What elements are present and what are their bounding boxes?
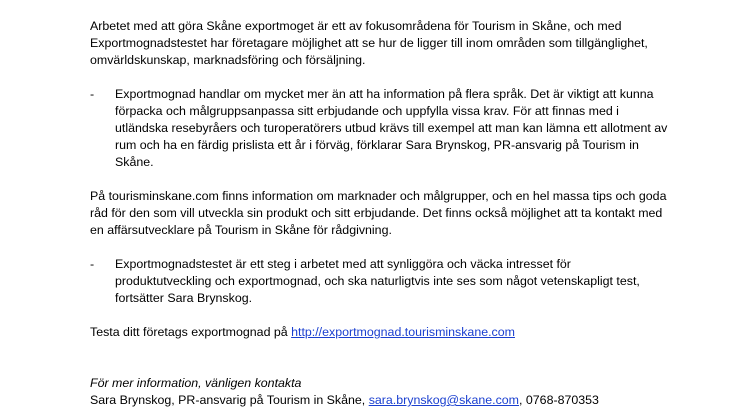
- contact-line: [90, 392, 670, 409]
- bullet-2-text: Exportmognadstestet är ett steg i arbetet med att synliggöra och väcka intresset för produktutveckling och exportmognad, och ska naturligtvis inte ses som något vetenskapligt test, fortsätter Sara Brynskog.: [115, 257, 640, 305]
- website-paragraph: På tourisminskane.com finns information om marknader och målgrupper, och en hel massa tips och goda råd för den som vill utveckla sin produkt och sitt erbjudande. Det finns också möjlighet att ta kontakt med en affärsutvecklare på Tourism in Skåne för rådgivning.: [90, 189, 667, 237]
- intro-paragraph: Arbetet med att göra Skåne exportmoget är ett av fokusområdena för Tourism in Skåne, och med Exportmognadstestet har företagare möjlighet att se hur de ligger till inom områden som tillgänglighet, omvärldskunskap, marknadsföring och försäljning.: [90, 19, 648, 67]
- bullet-dash: -: [90, 87, 95, 101]
- quote-bullet-1: [90, 86, 670, 171]
- contact-email-link[interactable]: sara.brynskog@skane.com: [368, 393, 520, 407]
- test-line: [90, 324, 670, 341]
- test-prefix: Testa ditt företags exportmognad på: [90, 325, 292, 339]
- contact-phone: , 0768-870353: [519, 393, 599, 407]
- bullet-dash: -: [90, 257, 95, 271]
- document-body: [90, 18, 670, 409]
- exportmognad-link[interactable]: http://exportmognad.tourisminskane.com: [291, 325, 515, 339]
- bullet-1-text: Exportmognad handlar om mycket mer än att ha information på flera språk. Det är viktigt att kunna förpacka och målgruppsanpassa sitt erbjudande och uppfylla vissa krav. För att finnas med i utländska resebyråers och turoperatörers utbud krävs till exempel att man kan lämna ett allotment av rum och ha en färdig prislista ett år i förväg, förklarar Sara Brynskog, PR-ansvarig på Tourism in Skåne.: [115, 87, 668, 169]
- spacer: [90, 341, 670, 375]
- contact-heading: För mer information, vänligen kontakta: [90, 376, 302, 390]
- quote-bullet-2: [90, 256, 670, 307]
- contact-name-title: Sara Brynskog, PR-ansvarig på Tourism in Skåne,: [90, 393, 369, 407]
